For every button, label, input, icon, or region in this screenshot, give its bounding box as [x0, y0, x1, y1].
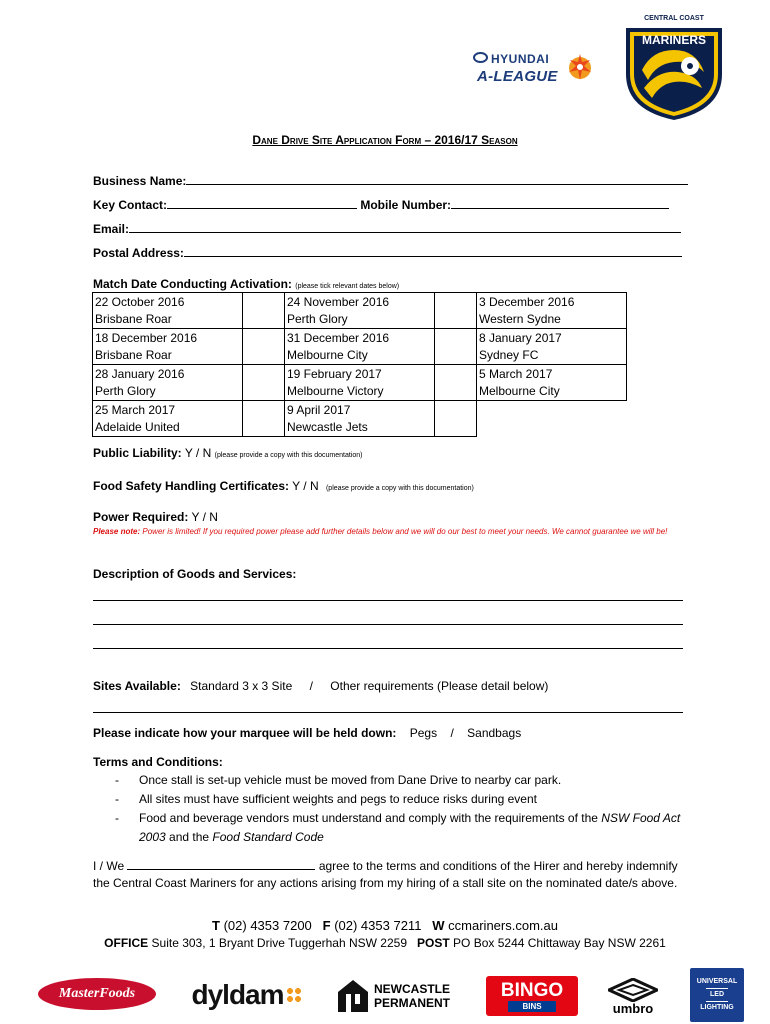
- dyldam-logo: [176, 978, 316, 1012]
- match-tick-box[interactable]: [435, 401, 477, 437]
- key-contact-field[interactable]: [93, 198, 669, 212]
- match-date: 28 January 2016: [95, 367, 185, 381]
- sites-separator: /: [309, 679, 313, 693]
- hyundai-aleague-logo: [473, 48, 593, 90]
- match-date-hint: (please tick relevant dates below): [295, 283, 400, 290]
- business-name-line[interactable]: [186, 174, 688, 185]
- match-date: 31 December 2016: [287, 331, 390, 345]
- public-liability-options[interactable]: Y / N: [184, 446, 212, 460]
- match-opponent: Melbourne City: [479, 383, 560, 398]
- newcastle-permanent-icon: [336, 978, 370, 1014]
- match-tick-box[interactable]: [243, 329, 285, 365]
- permanent-text: PERMANENT: [374, 996, 451, 1010]
- match-date: 19 February 2017: [287, 367, 382, 381]
- description-label: Description of Goods and Services:: [93, 567, 297, 581]
- match-opponent: Brisbane Roar: [95, 311, 172, 326]
- contact-office-label: OFFICE: [104, 936, 149, 950]
- match-date-cell: [93, 329, 243, 365]
- business-name-field[interactable]: [93, 174, 688, 188]
- description-question: [93, 567, 296, 581]
- description-line-3[interactable]: [93, 648, 683, 649]
- public-liability-hint: (please provide a copy with this documentation): [214, 452, 363, 459]
- email-label: Email:: [93, 222, 130, 236]
- match-dates-table: [92, 292, 627, 437]
- match-tick-box[interactable]: [243, 365, 285, 401]
- match-date-cell: [285, 329, 435, 365]
- match-tick-box[interactable]: [243, 401, 285, 437]
- postal-address-label: Postal Address:: [93, 246, 184, 260]
- universal-text: UNIVERSAL: [696, 978, 738, 985]
- terms-item-3-b: NSW Food Act 2003: [139, 811, 681, 844]
- dyldam-dots-icon: [287, 988, 301, 1002]
- contact-phone: (02) 4353 7200: [223, 918, 312, 933]
- umbro-logo: [600, 974, 666, 1020]
- match-date: 18 December 2016: [95, 331, 198, 345]
- terms-item-3-c: and the: [165, 830, 213, 844]
- contact-website[interactable]: ccmariners.com.au: [448, 918, 558, 933]
- match-opponent: Newcastle Jets: [287, 419, 368, 434]
- mobile-number-label: Mobile Number:: [360, 198, 452, 212]
- postal-address-field[interactable]: [93, 246, 682, 260]
- match-date-cell: [477, 365, 627, 401]
- email-line[interactable]: [129, 222, 681, 233]
- contact-line-1: [0, 918, 770, 933]
- power-question: [93, 510, 218, 524]
- terms-item-2: - All sites must have sufficient weights and pegs to reduce risks during event: [115, 790, 690, 809]
- hyundai-oval-icon: [473, 52, 488, 63]
- sites-question: [93, 679, 548, 693]
- agreement-name-line[interactable]: [127, 860, 315, 870]
- power-note-bold: Please note:: [93, 527, 141, 536]
- match-opponent: Melbourne City: [287, 347, 368, 362]
- match-opponent: Sydney FC: [479, 347, 539, 362]
- dyldam-text: dyldam: [191, 979, 284, 1010]
- match-date: 3 December 2016: [479, 295, 575, 309]
- terms-item-1: - Once stall is set-up vehicle must be moved from Dane Drive to nearby car park.: [115, 771, 690, 790]
- marquee-separator: /: [450, 726, 454, 740]
- power-options[interactable]: Y / N: [191, 510, 218, 524]
- match-dates-row: [93, 401, 627, 437]
- contact-office-address: Suite 303, 1 Bryant Drive Tuggerhah NSW 2259: [151, 936, 407, 950]
- bingo-text: BINGO: [500, 979, 564, 1001]
- sites-other-option[interactable]: Other requirements (Please detail below): [330, 679, 549, 693]
- match-date-cell: [477, 293, 627, 329]
- food-safety-hint: (please provide a copy with this documentation): [325, 485, 474, 492]
- match-opponent: Western Sydne: [479, 311, 561, 326]
- match-date: 24 November 2016: [287, 295, 390, 309]
- match-date: 9 April 2017: [287, 403, 351, 417]
- agreement-start: I / We: [93, 859, 125, 873]
- match-date: 25 March 2017: [95, 403, 176, 417]
- contact-fax: (02) 4353 7211: [334, 918, 422, 933]
- mariners-name-text: MARINERS: [641, 33, 707, 47]
- match-date-cell: [285, 401, 435, 437]
- form-title: Dane Drive Site Application Form – 2016/17 Season: [252, 133, 518, 147]
- match-date: 5 March 2017: [479, 367, 553, 381]
- business-name-label: Business Name:: [93, 174, 187, 188]
- marquee-pegs-option[interactable]: Pegs: [409, 726, 438, 740]
- match-opponent: Melbourne Victory: [287, 383, 384, 398]
- hyundai-text: HYUNDAI: [491, 52, 550, 66]
- postal-address-line[interactable]: [184, 246, 682, 257]
- match-tick-box[interactable]: [243, 293, 285, 329]
- sites-detail-line[interactable]: [93, 712, 683, 713]
- aleague-star-icon: [567, 52, 593, 82]
- newcastle-permanent-logo: [336, 976, 466, 1016]
- sites-standard-option[interactable]: Standard 3 x 3 Site: [190, 679, 293, 693]
- terms-item-3: [115, 809, 690, 847]
- match-date-cell: [93, 401, 243, 437]
- power-note: [93, 526, 693, 538]
- food-safety-options[interactable]: Y / N: [292, 479, 319, 493]
- match-date: 8 January 2017: [479, 331, 562, 345]
- contact-t-label: T: [212, 918, 220, 933]
- email-field[interactable]: [93, 222, 681, 236]
- agreement-statement: [93, 858, 693, 892]
- key-contact-line[interactable]: [167, 198, 357, 209]
- marquee-label: Please indicate how your marquee will be held down:: [93, 726, 397, 740]
- food-safety-question: [93, 479, 474, 493]
- description-line-2[interactable]: [93, 624, 683, 625]
- sites-label: Sites Available:: [93, 679, 181, 693]
- contact-line-2: [0, 936, 770, 950]
- terms-title: Terms and Conditions:: [93, 755, 223, 769]
- terms-item-3-a: Food and beverage vendors must understand and comply with the requirements of the: [139, 811, 602, 825]
- match-date-cell: [285, 365, 435, 401]
- led-text: LED: [706, 988, 728, 1002]
- contact-post-address: PO Box 5244 Chittaway Bay NSW 2261: [453, 936, 666, 950]
- terms-item-3-d: Food Standard Code: [212, 830, 324, 844]
- mobile-number-line[interactable]: [451, 198, 669, 209]
- umbro-diamond-icon: [608, 978, 658, 1002]
- match-date: 22 October 2016: [95, 295, 185, 309]
- bingo-bins-logo: [486, 976, 578, 1016]
- match-date-label-text: Match Date Conducting Activation:: [93, 277, 292, 291]
- match-dates-row: [93, 293, 627, 329]
- match-opponent: Perth Glory: [95, 383, 156, 398]
- contact-w-label: W: [432, 918, 445, 933]
- power-note-text: Power is limited! If you required power please add further details below and we will do our best to meet your needs. We cannot guarantee we will be!: [142, 527, 668, 536]
- umbro-text: umbro: [612, 1001, 654, 1016]
- match-tick-box[interactable]: [435, 329, 477, 365]
- match-date-label: [93, 277, 399, 291]
- match-date-cell: [477, 329, 627, 365]
- header-logos: [0, 0, 770, 125]
- universal-led-logo: [690, 968, 744, 1022]
- mariners-crest-logo: [622, 10, 726, 122]
- public-liability-label: Public Liability:: [93, 446, 182, 460]
- bins-text: BINS: [508, 1001, 555, 1012]
- contact-f-label: F: [322, 918, 331, 933]
- aleague-text: A-LEAGUE: [477, 68, 558, 85]
- mariners-top-text: CENTRAL COAST: [644, 15, 704, 22]
- newcastle-text: NEWCASTLE: [374, 982, 450, 996]
- marquee-sandbags-option[interactable]: Sandbags: [467, 726, 522, 740]
- match-opponent: Brisbane Roar: [95, 347, 172, 362]
- description-line-1[interactable]: [93, 600, 683, 601]
- match-date-cell: [93, 293, 243, 329]
- match-opponent: Adelaide United: [95, 419, 180, 434]
- masterfoods-logo: [38, 978, 156, 1010]
- marquee-question: [93, 726, 521, 740]
- empty-cell: [477, 401, 627, 437]
- sponsor-logos: [0, 968, 770, 1024]
- match-dates-row: [93, 365, 627, 401]
- match-tick-box[interactable]: [435, 293, 477, 329]
- agreement-rest: agree to the terms and conditions of the Hirer and hereby indemnify the Central Coast Mariners for any actions arising from my hiring of a stall site on the nominated date/s above.: [93, 859, 678, 890]
- lighting-text: LIGHTING: [700, 1004, 734, 1011]
- food-safety-label: Food Safety Handling Certificates:: [93, 479, 290, 493]
- match-tick-box[interactable]: [435, 365, 477, 401]
- match-date-cell: [93, 365, 243, 401]
- contact-post-label: POST: [417, 936, 450, 950]
- public-liability-question: [93, 446, 362, 460]
- terms-list: [115, 771, 690, 847]
- key-contact-label: Key Contact:: [93, 198, 168, 212]
- match-opponent: Perth Glory: [287, 311, 348, 326]
- match-date-cell: [285, 293, 435, 329]
- match-dates-row: [93, 329, 627, 365]
- masterfoods-text: MasterFoods: [58, 986, 136, 1001]
- power-label: Power Required:: [93, 510, 189, 524]
